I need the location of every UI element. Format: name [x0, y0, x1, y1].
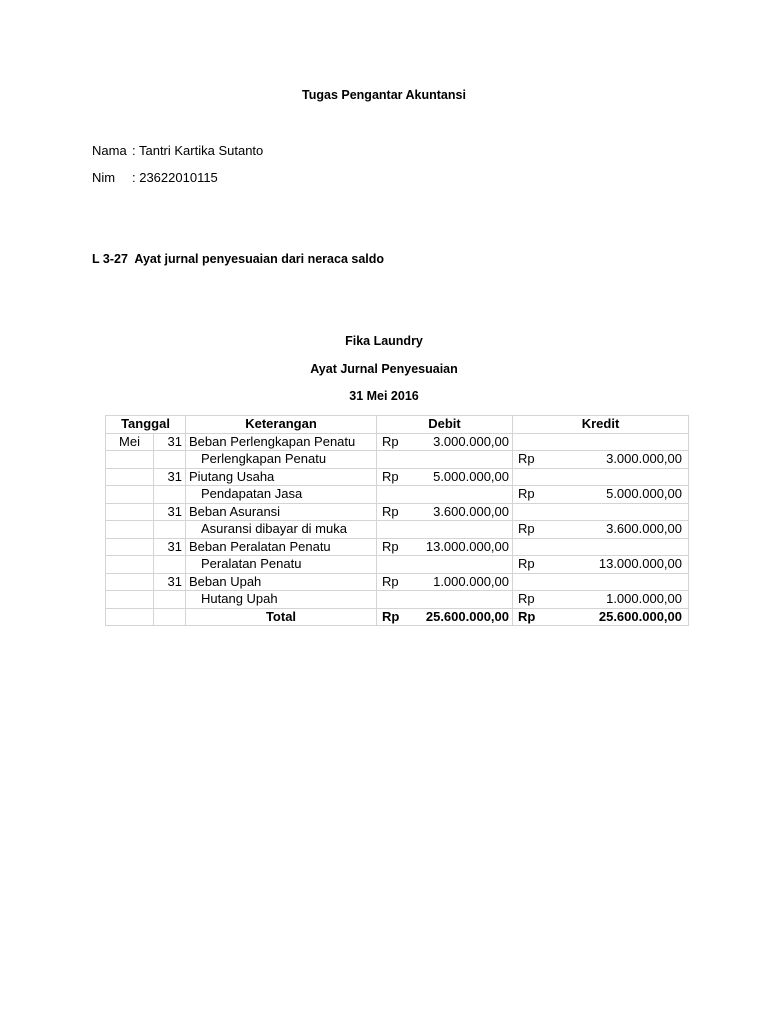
row-month [106, 573, 154, 591]
row-month [106, 486, 154, 504]
row-day [154, 556, 186, 574]
row-kredit-currency: Rp [513, 521, 546, 539]
row-description: Hutang Upah [186, 591, 377, 609]
row-debit-amount [409, 591, 513, 609]
nama-value: : Tantri Kartika Sutanto [132, 143, 264, 158]
row-month: Mei [106, 433, 154, 451]
total-debit-currency: Rp [377, 608, 410, 626]
total-row [106, 608, 689, 626]
row-month [106, 521, 154, 539]
report-name: Ayat Jurnal Penyesuaian [310, 362, 458, 376]
row-debit-amount: 13.000.000,00 [409, 538, 513, 556]
row-kredit-currency [513, 538, 546, 556]
row-debit-amount: 1.000.000,00 [409, 573, 513, 591]
row-month [106, 556, 154, 574]
document-title: Tugas Pengantar Akuntansi [302, 88, 466, 102]
row-day: 31 [154, 433, 186, 451]
row-kredit-amount [545, 573, 689, 591]
row-debit-currency: Rp [377, 503, 410, 521]
table-row [106, 521, 689, 539]
row-day: 31 [154, 468, 186, 486]
row-month [106, 591, 154, 609]
table-row [106, 573, 689, 591]
row-kredit-currency [513, 468, 546, 486]
row-description: Piutang Usaha [186, 468, 377, 486]
row-description: Perlengkapan Penatu [186, 451, 377, 469]
total-kredit-amount: 25.600.000,00 [545, 608, 689, 626]
row-month [106, 538, 154, 556]
row-description: Beban Upah [186, 573, 377, 591]
row-description: Peralatan Penatu [186, 556, 377, 574]
total-blank-day [154, 608, 186, 626]
row-day: 31 [154, 538, 186, 556]
nim-value: : 23622010115 [132, 170, 218, 185]
nim-line [92, 170, 218, 185]
header-debit: Debit [377, 416, 513, 434]
row-day [154, 486, 186, 504]
row-kredit-currency: Rp [513, 451, 546, 469]
row-day [154, 451, 186, 469]
row-debit-currency [377, 451, 410, 469]
row-debit-currency: Rp [377, 538, 410, 556]
row-kredit-amount: 5.000.000,00 [545, 486, 689, 504]
row-debit-amount [409, 486, 513, 504]
row-day [154, 591, 186, 609]
row-month [106, 503, 154, 521]
total-debit-amount: 25.600.000,00 [409, 608, 513, 626]
row-debit-currency [377, 521, 410, 539]
row-kredit-currency: Rp [513, 556, 546, 574]
row-kredit-amount: 1.000.000,00 [545, 591, 689, 609]
table-row [106, 486, 689, 504]
table-row [106, 503, 689, 521]
company-name: Fika Laundry [345, 334, 423, 348]
nim-label: Nim [92, 170, 116, 185]
row-kredit-amount: 3.000.000,00 [545, 451, 689, 469]
row-kredit-amount [545, 468, 689, 486]
row-debit-amount: 5.000.000,00 [409, 468, 513, 486]
row-debit-currency [377, 486, 410, 504]
section-heading: L 3-27 Ayat jurnal penyesuaian dari neraca saldo [92, 252, 385, 266]
header-tanggal: Tanggal [106, 416, 186, 434]
total-kredit-currency: Rp [513, 608, 546, 626]
report-date: 31 Mei 2016 [349, 389, 419, 403]
row-kredit-currency [513, 433, 546, 451]
row-debit-currency: Rp [377, 573, 410, 591]
row-description: Asuransi dibayar di muka [186, 521, 377, 539]
row-debit-currency [377, 591, 410, 609]
row-kredit-currency: Rp [513, 591, 546, 609]
table-row [106, 433, 689, 451]
row-kredit-amount [545, 538, 689, 556]
row-description: Beban Asuransi [186, 503, 377, 521]
row-day [154, 521, 186, 539]
row-description: Beban Peralatan Penatu [186, 538, 377, 556]
row-debit-amount: 3.600.000,00 [409, 503, 513, 521]
table-header-row [106, 416, 689, 434]
row-day: 31 [154, 503, 186, 521]
table-row [106, 591, 689, 609]
row-kredit-amount [545, 433, 689, 451]
nama-line [92, 143, 263, 158]
row-kredit-currency [513, 573, 546, 591]
row-debit-amount: 3.000.000,00 [409, 433, 513, 451]
row-kredit-currency [513, 503, 546, 521]
row-debit-amount [409, 521, 513, 539]
row-kredit-currency: Rp [513, 486, 546, 504]
row-debit-amount [409, 556, 513, 574]
journal-table [105, 415, 689, 626]
row-month [106, 451, 154, 469]
row-description: Pendapatan Jasa [186, 486, 377, 504]
table-row [106, 468, 689, 486]
header-kredit: Kredit [513, 416, 689, 434]
row-kredit-amount: 13.000.000,00 [545, 556, 689, 574]
row-debit-amount [409, 451, 513, 469]
total-blank-month [106, 608, 154, 626]
row-kredit-amount [545, 503, 689, 521]
nama-label: Nama [92, 143, 127, 158]
table-row [106, 538, 689, 556]
total-label: Total [186, 608, 377, 626]
table-row [106, 451, 689, 469]
row-day: 31 [154, 573, 186, 591]
journal-body [106, 433, 689, 626]
row-month [106, 468, 154, 486]
table-row [106, 556, 689, 574]
row-debit-currency: Rp [377, 468, 410, 486]
row-debit-currency [377, 556, 410, 574]
row-kredit-amount: 3.600.000,00 [545, 521, 689, 539]
row-debit-currency: Rp [377, 433, 410, 451]
row-description: Beban Perlengkapan Penatu [186, 433, 377, 451]
header-keterangan: Keterangan [186, 416, 377, 434]
